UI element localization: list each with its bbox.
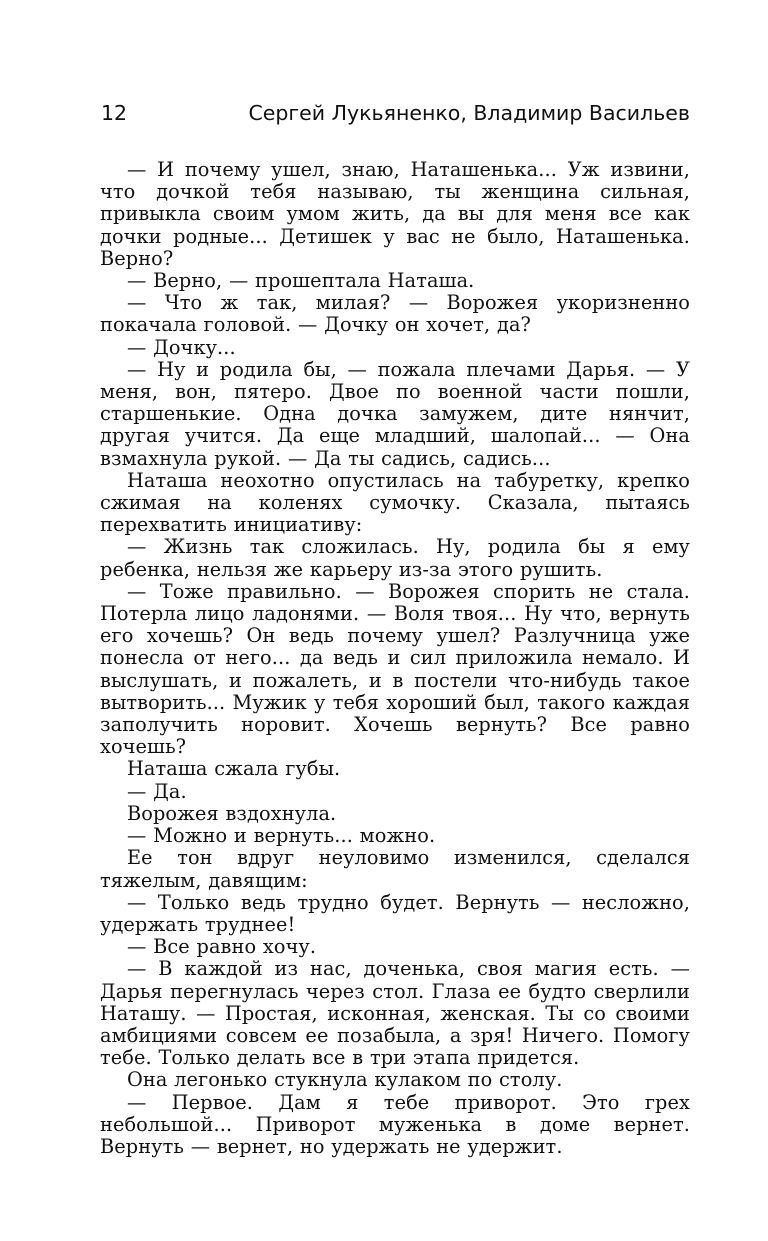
paragraph: Наташа сжала губы. <box>127 757 341 781</box>
paragraph: — Только ведь трудно будет. Вернуть — несложно, удержать труднее! <box>100 890 690 936</box>
paragraph: Ворожея вздохнула. <box>127 801 337 825</box>
paragraph: — Ну и родила бы, — пожала плечами Дарья. — У меня, вон, пятеро. Двое по военной части пошли, старшенькие. Одна дочка замужем, дите нянчит, другая учится. Да еще младший, шалопай... — Она взмахнула рукой. — Да ты садись, садись... <box>100 357 690 470</box>
paragraph: — Тоже правильно. — Ворожея спорить не стала. Потерла лицо ладонями. — Воля твоя... Ну что, вернуть его хочешь? Он ведь почему ушел? Разлучница уже понесла от него... да ведь и сил приложила немало. И выслушать, и пожалеть, и в постели что-нибудь такое вытворить... Мужик у тебя хороший был, такого каждая заполучить норовит. Хочешь вернуть? Все равно хочешь? <box>100 579 690 759</box>
paragraph: — Верно, — прошептала Наташа. <box>127 269 475 293</box>
paragraph: — В каждой из нас, доченька, своя магия есть. — Дарья перегнулась через стол. Глаза ее будто сверлили Наташу. — Простая, исконная, женская. Ты со своими амбициями совсем ее позабыла, а зря! Ничего. Помогу тебе. Только делать все в три этапа придется. <box>100 957 690 1070</box>
paragraph: — Можно и вернуть... можно. <box>127 824 436 848</box>
paragraph: Наташа неохотно опустилась на табуретку, крепко сжимая на коленях сумочку. Сказала, пытаясь перехватить инициативу: <box>100 468 690 537</box>
paragraph: — Что ж так, милая? — Ворожея укоризненно покачала головой. — Дочку он хочет, да? <box>100 291 690 337</box>
paragraph: — Жизнь так сложилась. Ну, родила бы я ему ребенка, нельзя же карьеру из-за этого рушить. <box>100 535 690 581</box>
paragraph: — Да. <box>127 779 187 803</box>
running-head: Сергей Лукьяненко, Владимир Васильев <box>248 101 690 125</box>
text-body <box>100 159 690 1158</box>
paragraph: Ее тон вдруг неуловимо изменился, сделался тяжелым, давящим: <box>100 846 690 892</box>
paragraph: Она легонько стукнула кулаком по столу. <box>127 1068 563 1092</box>
paragraph: — И почему ушел, знаю, Наташенька... Уж извини, что дочкой тебя называю, ты женщина сильная, привыкла своим умом жить, да вы для меня все как дочки родные... Детишек у вас не было, Наташенька. Верно? <box>100 158 690 270</box>
page-number: 12 <box>101 101 128 125</box>
page-header <box>100 101 690 133</box>
paragraph: — Дочку... <box>127 335 236 359</box>
paragraph: — Первое. Дам я тебе приворот. Это грех небольшой... Приворот муженька в доме вернет. Вернуть — вернет, но удержать не удержит. <box>100 1090 690 1158</box>
paragraph: — Все равно хочу. <box>127 935 317 959</box>
